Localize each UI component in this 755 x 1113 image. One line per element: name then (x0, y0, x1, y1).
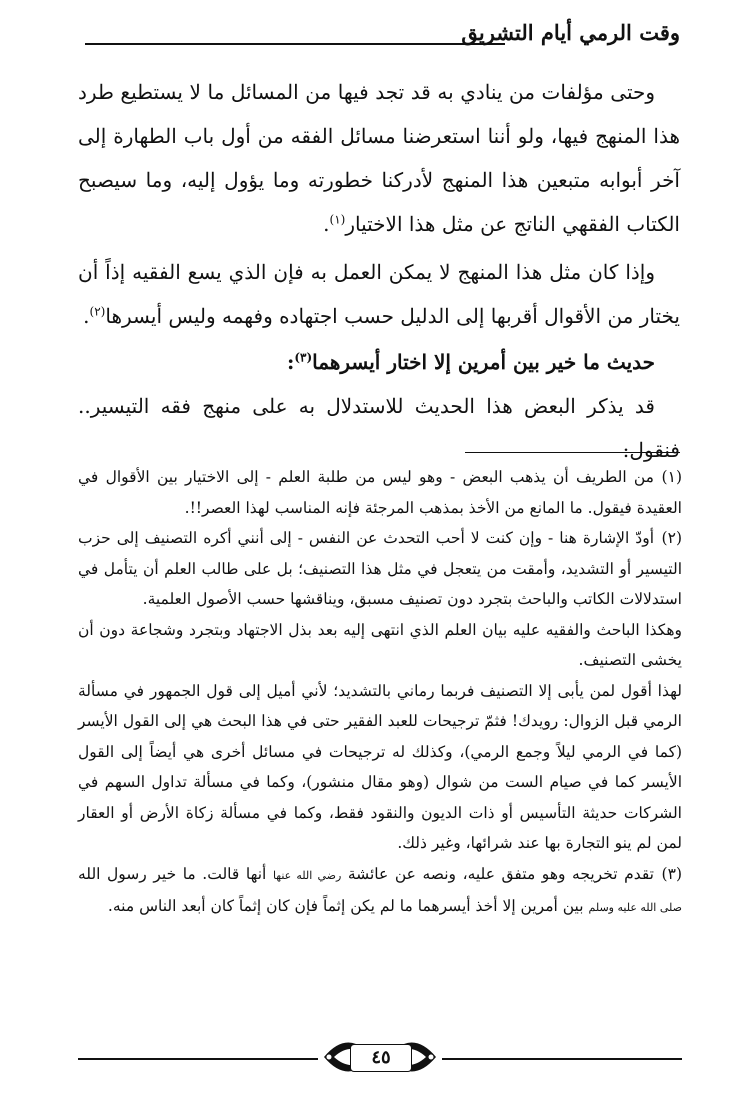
running-title: وقت الرمي أيام التشريق (461, 20, 680, 45)
header-rule (85, 43, 505, 45)
footnote-2-text: أودّ الإشارة هنا - وإن كنت لا أحب التحدث عن النفس - إلى أنني أكره التصنيف إلى حزب التيسير أو التشديد، وأمقت من يتعجل في مثل هذا التصنيف؛ بل على طالب العلم أن يتأمل في استدلالات الكاتب والباحث بتجرد دون تصنيف مسبق، ويناقشها حسب الأصول العلمية. (78, 529, 682, 608)
footer-rule-left (78, 1058, 318, 1060)
footnote-3-number: (٣) (661, 864, 682, 883)
section-heading-end: : (286, 350, 295, 374)
section-heading (78, 340, 680, 384)
footer-rule-right (442, 1058, 682, 1060)
paragraph-1 (78, 70, 680, 246)
footnote-2-continuation-1: وهكذا الباحث والفقيه عليه بيان العلم الذي انتهى إليه بعد بذل الاجتهاد وبتجرد وشجاعة دون أن يخشى التصنيف. (78, 620, 682, 669)
footnote-1 (78, 462, 682, 523)
footnote-2-continuation-2: لهذا أقول لمن يأبى إلا التصنيف فربما رماني بالتشديد؛ لأني أميل إلى قول الجمهور في مسألة الرمي قبل الزوال: رويدك! فثمّ ترجيحات للعبد الفقير حتى في هذا البحث هي إلى القول الأيسر (كما في الرمي ليلاً وجمع الرمي)، وكذلك له ترجيحات في مسائل أخرى هي أيضاً إلى القول الأيسر كما في صيام الست من شوال (وهو مقال منشور)، وكما في مسألة تداول السهم في الشركات حديثة التأسيس أو ذات الديون والنقود فقط، وكما في مسألة زكاة الأرض أو العقار لمن لم ينو التجارة بها عند شرائها، وغير ذلك. (78, 681, 682, 852)
footnote-ref-2[interactable]: (٢) (89, 304, 106, 319)
paragraph-2 (78, 250, 680, 338)
honorific-glyph-1: رضي الله عنها (272, 868, 342, 882)
running-header (85, 18, 680, 58)
footnote-3 (78, 859, 682, 924)
footnote-2 (78, 523, 682, 615)
footnote-3-text-a: تقدم تخريجه وهو متفق عليه، ونصه عن عائشة (347, 864, 654, 883)
footnotes (78, 462, 682, 924)
honorific-glyph-2: صلى الله عليه وسلم (588, 901, 682, 914)
page-number: ٤٥ (350, 1044, 412, 1072)
footnote-ref-1[interactable]: (١) (329, 212, 346, 227)
main-text (78, 70, 680, 472)
footnote-3-text-c: بين أمرين إلا أخذ أيسرهما ما لم يكن إثماً فإن كان إثماً كان أبعد الناس منه. (107, 897, 584, 915)
footnote-separator (465, 452, 680, 453)
footnote-ref-3[interactable]: (٣) (294, 350, 313, 365)
paragraph-3 (78, 384, 680, 472)
paragraph-1-end: . (323, 212, 330, 236)
section-heading-text: حديث ما خير بين أمرين إلا اختار أيسرهما (312, 350, 655, 374)
footnote-1-text: من الطريف أن يذهب البعض - وهو ليس من طلبة العلم - إلى الاختيار بين الأقوال في العقيدة فيقول. ما المانع من الأخذ بمذهب المرجئة فإنه المناسب لهذا العصر!!. (78, 468, 682, 517)
footnote-1-number: (١) (661, 468, 682, 486)
paragraph-1-text: وحتى مؤلفات من ينادي به قد تجد فيها من المسائل ما لا يستطيع طرد هذا المنهج فيها، ولو أننا استعرضنا مسائل الفقه من أول باب الطهارة إلى آخر أبوابه متبعين هذا المنهج لأدركنا خطورته وما يؤول إليه، وما سيصبح الكتاب الفقهي الناتج عن مثل هذا الاختيار (78, 80, 680, 236)
paragraph-3-text: قد يذكر البعض هذا الحديث للاستدلال به على منهج فقه التيسير.. فنقول: (78, 394, 680, 462)
paragraph-2-text: وإذا كان مثل هذا المنهج لا يمكن العمل به فإن الذي يسع الفقيه إذاً أن يختار من الأقوال أقربها إلى الدليل حسب اجتهاده وفهمه وليس أيسرها (78, 260, 680, 328)
footnote-3-text-b: أنها قالت. ما خير رسول الله (78, 864, 267, 883)
paragraph-2-end: . (83, 304, 90, 328)
footnote-2-number: (٢) (661, 529, 682, 547)
page-footer (78, 1032, 682, 1082)
